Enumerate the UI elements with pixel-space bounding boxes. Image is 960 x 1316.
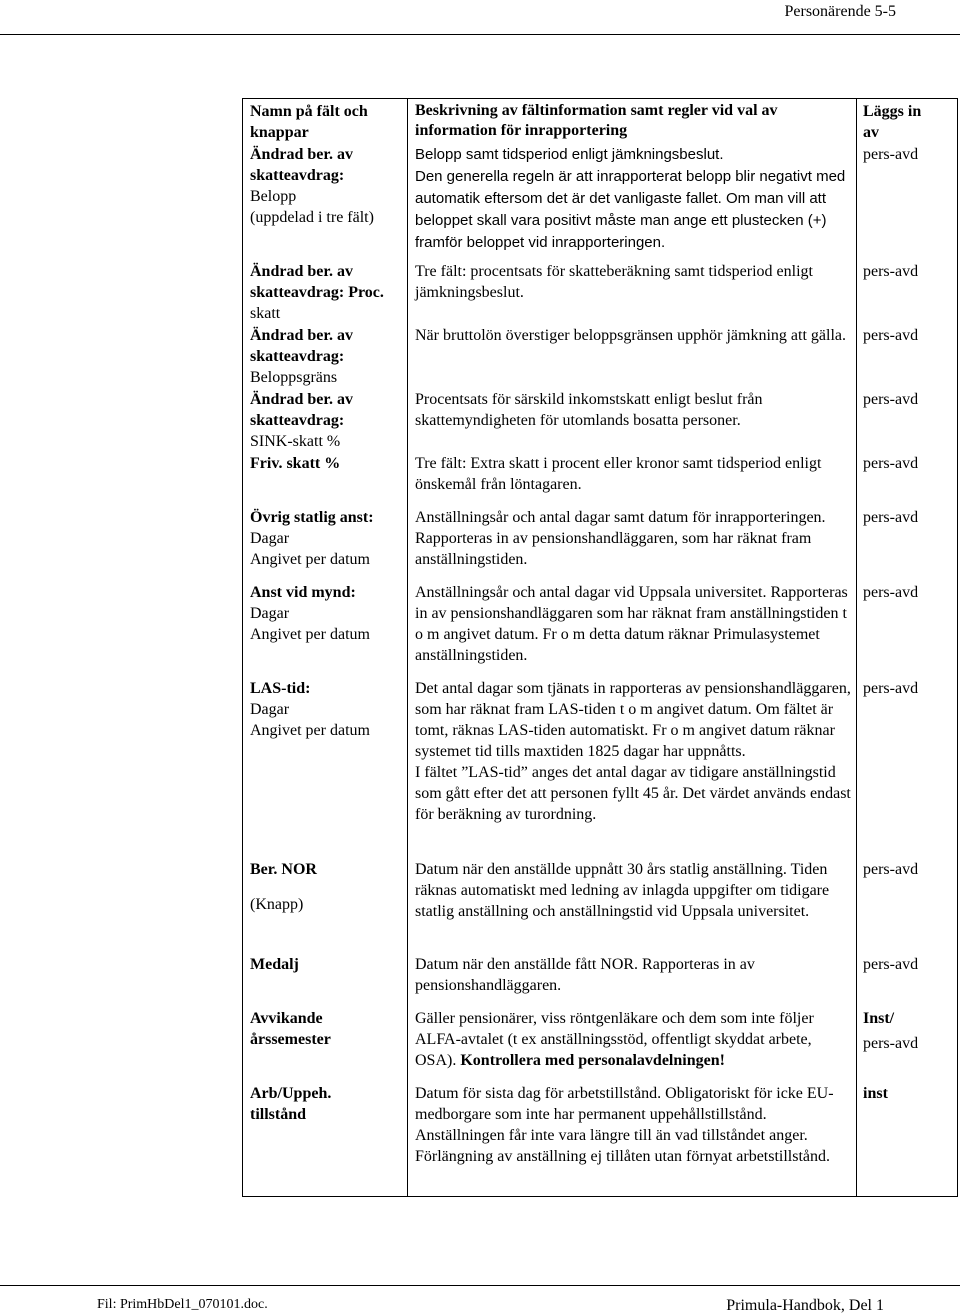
entered-by-cell: inst [863, 1085, 888, 1102]
column-divider [856, 99, 857, 1196]
entered-by-cell: Inst/ pers-avd [863, 1010, 919, 1052]
description-cell: Anställningsår och antal dagar vid Uppsala universitet. Rapporteras in av pensionshandläggaren som har räknat fram anställningstiden t o m angivet datum. Fr o m detta datum räknar Primulasystemet anställningstiden. [415, 584, 848, 664]
entered-by-cell: pers-avd [863, 327, 919, 344]
page-header [0, 0, 960, 35]
entered-by-cell: pers-avd [863, 680, 919, 697]
description-cell: Procentsats för särskild inkomstskatt enligt beslut från skattemyndigheten för utomlands bosatta personer. [415, 391, 763, 429]
field-name-cell: Avvikande årssemester [250, 1010, 331, 1048]
field-name-cell: Övrig statlig anst: Dagar Angivet per datum [250, 509, 374, 568]
entered-by-cell: pers-avd [863, 584, 919, 601]
field-description-table [242, 98, 958, 1197]
header-field-name: Namn på fält och knappar [250, 103, 368, 141]
description-cell: Gäller pensionärer, viss röntgenläkare och dem som inte följer ALFA-avtalet (t ex anställningsstöd, offentligt skyddat arbete, OSA). Kontrollera med personalavdelningen! [415, 1010, 814, 1069]
column-divider [407, 99, 408, 1196]
field-name-cell: Ändrad ber. av skatteavdrag: Proc. skatt [250, 263, 384, 322]
field-name-cell: Ändrad ber. av skatteavdrag: Belopp (uppdelad i tre fält) [250, 146, 374, 226]
description-cell: Tre fält: Extra skatt i procent eller kronor samt tidsperiod enligt önskemål från löntagaren. [415, 455, 822, 493]
entered-by-cell: pers-avd [863, 146, 919, 163]
description-cell: Tre fält: procentsats för skatteberäkning samt tidsperiod enligt jämkningsbeslut. [415, 263, 813, 301]
entered-by-cell: pers-avd [863, 391, 919, 408]
field-name-cell: Ber. NOR (Knapp) [250, 861, 317, 913]
warning-text: Kontrollera med personalavdelningen! [460, 1052, 725, 1069]
entered-by-cell: pers-avd [863, 861, 919, 878]
entered-by-cell: pers-avd [863, 263, 919, 280]
description-cell: Datum för sista dag för arbetstillstånd. Obligatoriskt för icke EU-medborgare som inte har permanent uppehållstillstånd. Anställningen får inte vara längre till än vad tillståndet anger. Förlängning av anställning ej tillåten utan förnyat arbetstillstånd. [415, 1085, 834, 1165]
field-name-cell: Friv. skatt % [250, 455, 341, 472]
description-cell: När bruttolön överstiger beloppsgränsen upphör jämkning att gälla. [415, 327, 847, 344]
description-cell: Belopp samt tidsperiod enligt jämkningsbeslut. Den generella regeln är att inrapporterat belopp blir negativt med automatik eftersom det är det vanligaste fallet. Om man vill att beloppet skall vara positivt måste man ange ett plustecken (+) framför beloppet vid inrapporteringen. [415, 146, 846, 251]
description-cell: Anställningsår och antal dagar samt datum för inrapporteringen. Rapporteras in av pensionshandläggaren, som har räknat fram anställningstiden. [415, 509, 826, 568]
entered-by-cell: pers-avd [863, 509, 919, 526]
header-description: Beskrivning av fältinformation samt regler vid val av information för inrapportering [415, 102, 778, 139]
header-entered-by: Läggs in av [863, 103, 922, 141]
entered-by-cell: pers-avd [863, 455, 919, 472]
description-cell: Det antal dagar som tjänats in rapporteras av pensionshandläggaren, som har räknat fram LAS-tiden t o m angivet datum. Om fältet är tomt, räknas LAS-tiden automatiskt. Fr o m angivet datum räknar systemet tid tills maxtiden 1825 dagar har uppnåtts. I fältet ”LAS-tid” anges det antal dagar av tidigare anställningstid som gått efter det att personen fyllt 45 år. Det värdet används endast för beräkning av turordning. [415, 680, 851, 823]
footer-handbook-title: Primula-Handbok, Del 1 [726, 1297, 884, 1314]
description-cell: Datum när den anställde uppnått 30 års statlig anställning. Tiden räknas automatiskt med ledning av inlagda uppgifter om tidigare statlig anställning och anställningstid vid Uppsala universitet. [415, 861, 830, 920]
description-cell: Datum när den anställde fått NOR. Rapporteras in av pensionshandläggaren. [415, 956, 755, 994]
header-text: Personärende 5-5 [784, 3, 896, 20]
field-name-cell: Ändrad ber. av skatteavdrag: SINK-skatt % [250, 391, 353, 450]
field-name-cell: Medalj [250, 956, 299, 973]
field-name-cell: Anst vid mynd: Dagar Angivet per datum [250, 584, 370, 643]
field-name-cell: LAS-tid: Dagar Angivet per datum [250, 680, 370, 739]
page-footer [0, 1285, 960, 1316]
footer-file-name: Fil: PrimHbDel1_070101.doc. [97, 1297, 268, 1312]
field-name-cell: Ändrad ber. av skatteavdrag: Beloppsgräns [250, 327, 353, 386]
field-name-cell: Arb/Uppeh. tillstånd [250, 1085, 332, 1123]
entered-by-cell: pers-avd [863, 956, 919, 973]
